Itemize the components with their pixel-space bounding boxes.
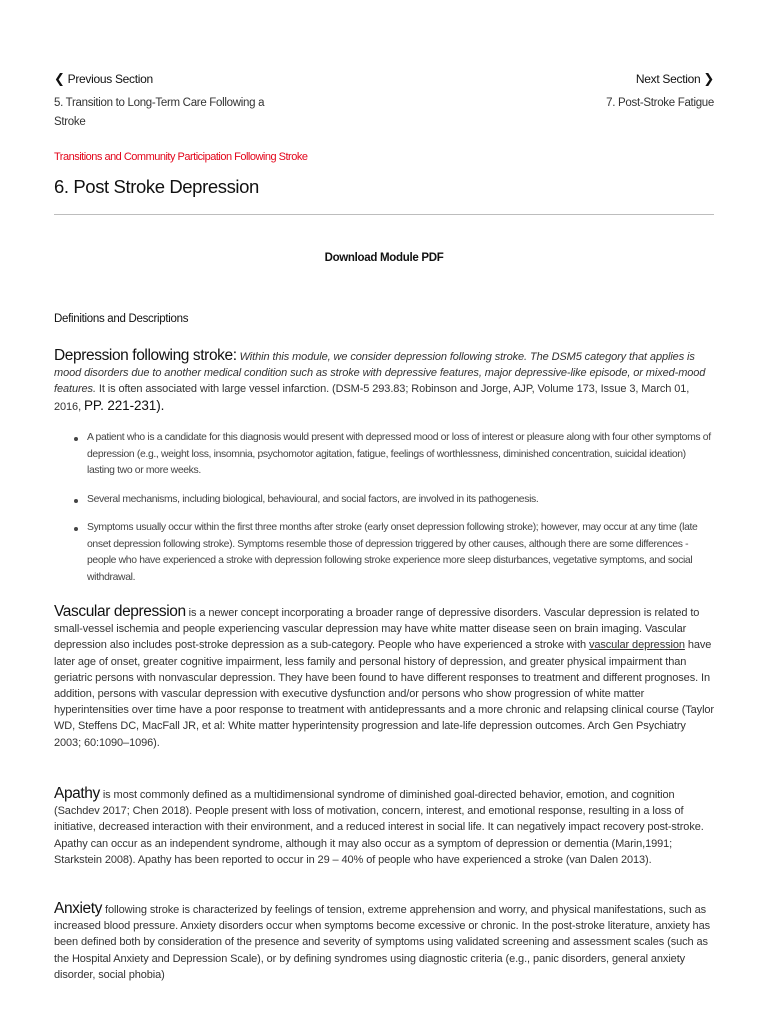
apathy-text: is most commonly defined as a multidimensional syndrome of diminished goal-directed behavior, emotion, and cognition (Sachdev 2017; Chen 2018). People present with loss of motivation, concern, interest, and emotional response, resulting in a loss of initiative, decreased interaction with their environment, and a reduced interest in social life. It can negatively impact recovery post-stroke. Apathy can occur as an independent syndrome, although it may also occur as a symptom of depression or dementia (Marin,1991; Starkstein 2008). Apathy has been reported to occur in 29 – 40% of people who have experienced a stroke (van Dalen 2013). [54, 789, 704, 866]
download-pdf-link[interactable]: Download Module PDF [324, 252, 444, 264]
depression-italic-text: Within this module, we consider depression following stroke. The DSM5 category that applies is mood disorders due to another medical condition such as stroke with depressive features, major depressive-like episode, or mixed-mood features. [54, 351, 706, 396]
page-title: 6. Post Stroke Depression [54, 176, 259, 197]
depression-paragraph [54, 348, 714, 415]
vascular-text-2: have later age of onset, greater cognitive impairment, less family and personal history of depression, and greater physical impairment than geriatric persons with nonvascular depression. They have been found to have different responses to treatment and different prognoses. In addition, persons with vascular depression with executive dysfunction and/or persons who show progression of white matter hyperintensities over time have a poor response to treatment with antidepressants and a more chronic and relapsing clinical course (Taylor WD, Steffens DC, MacFall JR, et al: White matter hyperintensity progression and late-life depression outcomes. Arch Gen Psychiatry 2003; 60:1090–1096). [54, 639, 714, 749]
vascular-depression-term: Vascular depression [54, 603, 186, 620]
list-item: Symptoms usually occur within the first three months after stroke (early onset depression following stroke); however, may occur at any time (late onset depression following stroke). Symptoms resemble those of depression triggered by other causes, although there are some differences - people who have experienced a stroke with depression following stroke experience more sleep disturbances, vegetative symptoms, and social withdrawal. [54, 520, 714, 586]
previous-section [54, 70, 294, 132]
anxiety-term: Anxiety [54, 900, 103, 917]
vascular-depression-paragraph [54, 604, 714, 751]
anxiety-text: following stroke is characterized by feelings of tension, extreme apprehension and worry, and physical manifestations, such as increased blood pressure. Anxiety disorders occur when symptoms become excessive or chronic. In the post-stroke literature, anxiety has been defined both by consideration of the presence and severity of symptoms using validated screening and assessment scales (such as the Hospital Anxiety and Depression Scale), or by defining syndromes using diagnostic criteria (e.g., panic disorders, general anxiety disorder, social phobia) [54, 904, 710, 981]
anxiety-paragraph [54, 901, 714, 983]
vascular-text-1: is a newer concept incorporating a broader range of depressive disorders. Vascular depression is related to small-vessel ischemia and people experiencing vascular depression may have white matter disease seen on brain imaging. Vascular depression also includes post-stroke depression as a sub-category. People who have experienced a stroke with [54, 607, 700, 652]
previous-section-title[interactable]: 5. Transition to Long-Term Care Following a Stroke [54, 97, 265, 128]
previous-section-link[interactable] [54, 71, 153, 87]
list-item: Several mechanisms, including biological, behavioural, and social factors, are involved in its pathogenesis. [54, 492, 714, 509]
apathy-paragraph [54, 786, 714, 868]
divider [54, 214, 714, 215]
breadcrumb[interactable]: Transitions and Community Participation Following Stroke [54, 151, 308, 163]
list-item: A patient who is a candidate for this diagnosis would present with depressed mood or loss of interest or pleasure along with four other symptoms of depression (e.g., weight loss, insomnia, psychomotor agitation, fatigue, feelings of worthlessness, diminished concentration, suicidal ideation) lasting two or more weeks. [54, 430, 714, 480]
vascular-depression-link[interactable]: vascular depression [588, 639, 685, 652]
depression-pages: PP. 221-231). [84, 397, 165, 413]
previous-section-label: Previous Section [67, 72, 153, 86]
next-section [474, 70, 714, 113]
chevron-right-icon: ❯ [703, 71, 714, 86]
next-section-title[interactable]: 7. Post-Stroke Fatigue [606, 97, 714, 109]
download-module [0, 248, 768, 266]
next-section-label: Next Section [635, 72, 701, 86]
next-section-link[interactable] [636, 71, 714, 87]
chevron-left-icon: ❮ [54, 71, 65, 86]
apathy-term: Apathy [54, 785, 100, 802]
depression-bullet-list [54, 430, 714, 598]
depression-term: Depression following stroke: [54, 347, 237, 364]
section-heading: Definitions and Descriptions [54, 313, 189, 325]
depression-text: It is often associated with large vessel infarction. (DSM-5 293.83; Robinson and Jorge, AJP, Volume 173, Issue 3, March 01, 2016, [54, 383, 690, 413]
